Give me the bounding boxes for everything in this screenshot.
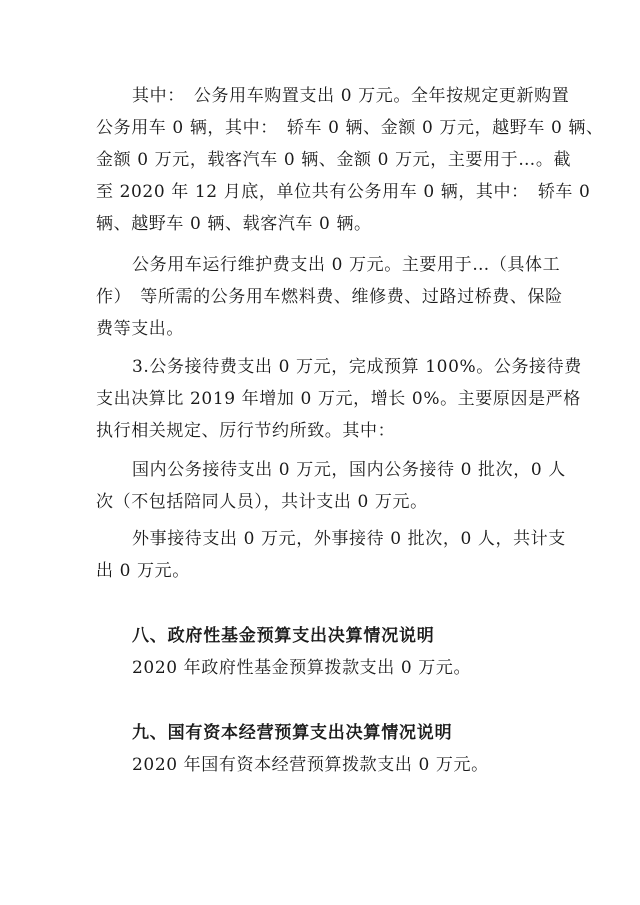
foreign-reception-line-1: 外事接待支出 0 万元，外事接待 0 批次，0 人，共计支 bbox=[132, 529, 566, 549]
vehicle-purchase-line-3: 金额 0 万元，载客汽车 0 辆、金额 0 万元，主要用于…。截 bbox=[96, 150, 572, 170]
section-8-body: 2020 年政府性基金预算拨款支出 0 万元。 bbox=[132, 658, 472, 678]
vehicle-maintenance-line-3: 费等支出。 bbox=[96, 319, 184, 339]
vehicle-purchase-line-5: 辆、越野车 0 辆、载客汽车 0 辆。 bbox=[96, 214, 372, 234]
section-9-heading: 九、国有资本经营预算支出决算情况说明 bbox=[132, 723, 453, 743]
vehicle-maintenance-line-1: 公务用车运行维护费支出 0 万元。主要用于…（具体工 bbox=[132, 255, 561, 275]
reception-line-2: 支出决算比 2019 年增加 0 万元，增长 0%。主要原因是严格 bbox=[96, 389, 581, 409]
foreign-reception-line-2: 出 0 万元。 bbox=[96, 561, 190, 581]
section-9-body: 2020 年国有资本经营预算拨款支出 0 万元。 bbox=[132, 755, 489, 775]
vehicle-purchase-line-2: 公务用车 0 辆，其中： 轿车 0 辆、金额 0 万元，越野车 0 辆、 bbox=[96, 118, 604, 138]
domestic-reception-line-1: 国内公务接待支出 0 万元，国内公务接待 0 批次，0 人 bbox=[132, 460, 566, 480]
vehicle-maintenance-line-2: 作） 等所需的公务用车燃料费、维修费、过路过桥费、保险 bbox=[96, 287, 563, 307]
vehicle-purchase-line-1: 其中： 公务用车购置支出 0 万元。全年按规定更新购置 bbox=[132, 86, 570, 106]
vehicle-purchase-line-4: 至 2020 年 12 月底，单位共有公务用车 0 辆，其中： 轿车 0 bbox=[96, 182, 591, 202]
reception-line-1: 3.公务接待费支出 0 万元，完成预算 100%。公务接待费 bbox=[132, 357, 582, 377]
reception-line-3: 执行相关规定、厉行节约所致。其中： bbox=[96, 421, 396, 441]
section-8-heading: 八、政府性基金预算支出决算情况说明 bbox=[132, 626, 435, 646]
domestic-reception-line-2: 次（不包括陪同人员），共计支出 0 万元。 bbox=[96, 492, 428, 512]
